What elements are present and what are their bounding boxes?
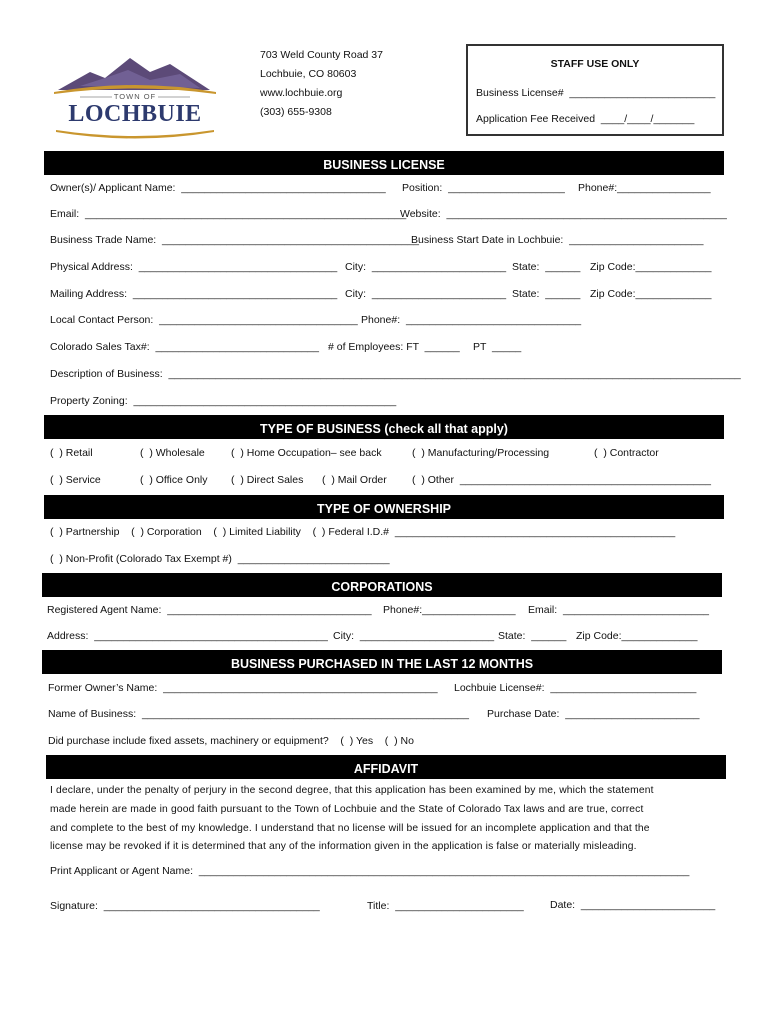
- home-occupation-checkbox[interactable]: ( ) Home Occupation– see back: [231, 447, 382, 459]
- town-logo: [50, 50, 220, 142]
- affidavit-line2: made herein are made in good faith pursuant to the Town of Lochbuie and the State of Colorado Tax laws and are true, correct: [50, 803, 644, 815]
- description-field[interactable]: Description of Business: __________________________________________________________________________________________________: [50, 368, 741, 380]
- non-profit-checkbox[interactable]: ( ) Non-Profit (Colorado Tax Exempt #) __________________________: [50, 553, 390, 565]
- position-field[interactable]: Position: ____________________: [402, 182, 565, 194]
- service-checkbox[interactable]: ( ) Service: [50, 474, 101, 486]
- purchased-header: BUSINESS PURCHASED IN THE LAST 12 MONTHS: [42, 650, 722, 674]
- registered-agent-field[interactable]: Registered Agent Name: ___________________________________: [47, 604, 372, 616]
- affidavit-line4: license may be revoked if it is determined that any of the information given in the application is false or materially misleading.: [50, 841, 637, 853]
- staff-title: STAFF USE ONLY: [550, 58, 640, 70]
- mailing-zip-field[interactable]: Zip Code:_____________: [590, 288, 712, 300]
- physical-address-field[interactable]: Physical Address: __________________________________: [50, 261, 338, 273]
- retail-checkbox[interactable]: ( ) Retail: [50, 447, 93, 459]
- mailing-state-field[interactable]: State: ______: [512, 288, 581, 300]
- affidavit-line3: and complete to the best of my knowledge. I understand that no license will be issued for an incomplete application and that the: [50, 822, 650, 834]
- mailing-address-field[interactable]: Mailing Address: ___________________________________: [50, 288, 338, 300]
- agent-email-field[interactable]: Email: _________________________: [528, 604, 709, 616]
- logo-town-of: TOWN OF: [113, 92, 157, 101]
- mail-order-checkbox[interactable]: ( ) Mail Order: [322, 474, 387, 486]
- physical-state-field[interactable]: State: ______: [512, 261, 581, 273]
- physical-zip-field[interactable]: Zip Code:_____________: [590, 261, 712, 273]
- affidavit-header: AFFIDAVIT: [46, 755, 726, 779]
- address-line2: Lochbuie, CO 80603: [260, 68, 357, 80]
- wholesale-checkbox[interactable]: ( ) Wholesale: [140, 447, 205, 459]
- email-field[interactable]: Email: _______________________________________________________: [50, 208, 407, 220]
- contact-phone-field[interactable]: Phone#: ______________________________: [361, 314, 582, 326]
- corp-city-field[interactable]: City: _______________________: [333, 630, 495, 642]
- staff-fee-field[interactable]: Application Fee Received ____/____/_______: [476, 113, 695, 125]
- address-line1: 703 Weld County Road 37: [260, 49, 383, 61]
- zoning-field[interactable]: Property Zoning: _____________________________________________: [50, 395, 397, 407]
- website-link[interactable]: www.lochbuie.org: [260, 87, 343, 99]
- corp-zip-field[interactable]: Zip Code:_____________: [576, 630, 698, 642]
- corp-state-field[interactable]: State: ______: [498, 630, 567, 642]
- trade-name-field[interactable]: Business Trade Name: ____________________________________________: [50, 234, 419, 246]
- print-name-field[interactable]: Print Applicant or Agent Name: ____________________________________________________________________________________: [50, 865, 690, 877]
- contractor-checkbox[interactable]: ( ) Contractor: [594, 447, 659, 459]
- date-field[interactable]: Date: _______________________: [550, 899, 716, 911]
- owner-field[interactable]: Owner(s)/ Applicant Name: ___________________________________: [50, 182, 386, 194]
- town-phone: (303) 655-9308: [260, 106, 332, 118]
- website-field[interactable]: Website: ________________________________________________: [400, 208, 727, 220]
- ownership-header: TYPE OF OWNERSHIP: [44, 495, 724, 519]
- start-date-field[interactable]: Business Start Date in Lochbuie: _______________________: [411, 234, 704, 246]
- agent-phone-field[interactable]: Phone#:________________: [383, 604, 516, 616]
- purchase-date-field[interactable]: Purchase Date: _______________________: [487, 708, 700, 720]
- corporations-header: CORPORATIONS: [42, 573, 722, 597]
- business-name-field[interactable]: Name of Business: ________________________________________________________: [48, 708, 469, 720]
- former-owner-field[interactable]: Former Owner’s Name: _______________________________________________: [48, 682, 438, 694]
- signature-field[interactable]: Signature: _____________________________________: [50, 900, 320, 912]
- phone-field[interactable]: Phone#:________________: [578, 182, 711, 194]
- local-contact-field[interactable]: Local Contact Person: __________________________________: [50, 314, 358, 326]
- logo-name: LOCHBUIE: [68, 101, 202, 127]
- office-only-checkbox[interactable]: ( ) Office Only: [140, 474, 208, 486]
- physical-city-field[interactable]: City: _______________________: [345, 261, 507, 273]
- staff-license-field[interactable]: Business License# _________________________: [476, 87, 716, 99]
- mailing-city-field[interactable]: City: _______________________: [345, 288, 507, 300]
- direct-sales-checkbox[interactable]: ( ) Direct Sales: [231, 474, 304, 486]
- corp-address-field[interactable]: Address: ________________________________________: [47, 630, 328, 642]
- manufacturing-checkbox[interactable]: ( ) Manufacturing/Processing: [412, 447, 550, 459]
- fixed-assets-question[interactable]: Did purchase include fixed assets, machinery or equipment? ( ) Yes ( ) No: [48, 735, 414, 747]
- business-license-header: BUSINESS LICENSE: [44, 151, 724, 175]
- employees-ft-field[interactable]: # of Employees: FT ______: [328, 341, 460, 353]
- affidavit-text: [50, 782, 720, 857]
- type-business-header: TYPE OF BUSINESS (check all that apply): [44, 415, 724, 439]
- title-field[interactable]: Title: ______________________: [367, 900, 524, 912]
- sales-tax-field[interactable]: Colorado Sales Tax#: ____________________________: [50, 341, 319, 353]
- ownership-row1[interactable]: ( ) Partnership ( ) Corporation ( ) Limited Liability ( ) Federal I.D.# ________________________________________________: [50, 526, 676, 538]
- employees-pt-field[interactable]: PT _____: [473, 341, 522, 353]
- staff-use-box: [466, 44, 724, 136]
- affidavit-line1: I declare, under the penalty of perjury in the second degree, that this application has been examined by me, which the statement: [50, 785, 654, 796]
- lochbuie-license-field[interactable]: Lochbuie License#: _________________________: [454, 682, 697, 694]
- other-checkbox[interactable]: ( ) Other ___________________________________________: [412, 474, 711, 486]
